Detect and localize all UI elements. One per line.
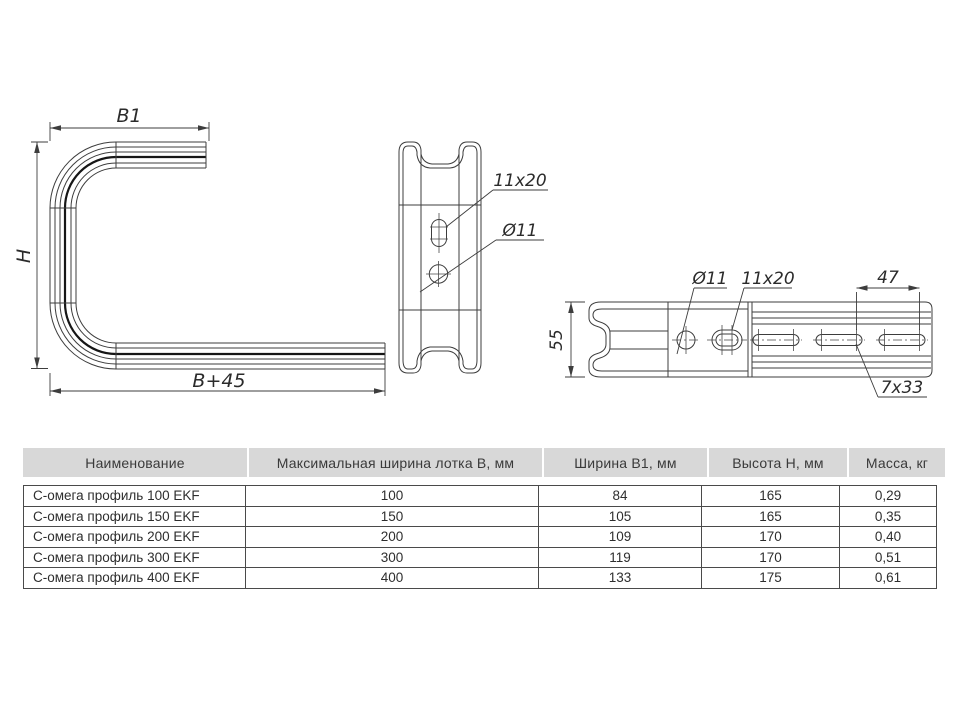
- table-row: [24, 527, 936, 548]
- c-profile-outline: [50, 142, 385, 369]
- table-header-row: [23, 448, 937, 477]
- dim-label-55: 55: [547, 329, 567, 351]
- front-hole-label: Ø11: [502, 221, 538, 241]
- cell-b1: 133: [539, 568, 702, 588]
- profile-front-view: [399, 142, 548, 373]
- plan-view-outline: [589, 302, 932, 377]
- callout-plan-hole: [677, 269, 728, 354]
- dimension-b1: [50, 105, 209, 141]
- dim-label-h: H: [13, 248, 35, 264]
- cell-b1: 109: [539, 527, 702, 547]
- cell-h: 165: [702, 486, 840, 506]
- cell-name: С-омега профиль 100 EKF: [24, 486, 246, 506]
- callout-plan-slot: [732, 269, 795, 330]
- table-row: [24, 486, 936, 507]
- callout-long-slot: [856, 344, 927, 398]
- front-view-outline: [399, 142, 481, 373]
- cell-name: С-омега профиль 150 EKF: [24, 507, 246, 527]
- cell-b: 150: [246, 507, 539, 527]
- table-body: [23, 485, 937, 589]
- dim-label-b1: B1: [116, 105, 142, 127]
- long-slot-label: 7x33: [880, 378, 924, 398]
- cell-name: С-омега профиль 300 EKF: [24, 548, 246, 568]
- plan-slot-label: 11x20: [741, 269, 795, 289]
- col-header-b1: Ширина B1, мм: [544, 448, 707, 477]
- dimension-47: [857, 268, 920, 330]
- plan-hole-label: Ø11: [692, 269, 728, 289]
- table-row: [24, 507, 936, 528]
- cell-mass: 0,51: [874, 549, 902, 565]
- c-profile-side-view: [13, 105, 385, 396]
- cell-b: 100: [246, 486, 539, 506]
- table-row: [24, 568, 936, 588]
- cell-b1: 119: [539, 548, 702, 568]
- cell-h: 170: [702, 527, 840, 547]
- dim-label-b45: B+45: [192, 370, 246, 392]
- col-header-b: Максимальная ширина лотка B, мм: [249, 448, 542, 477]
- cell-h: 165: [702, 507, 840, 527]
- cell-b1: 84: [539, 486, 702, 506]
- cell-name: С-омега профиль 200 EKF: [24, 527, 246, 547]
- cell-b: 300: [246, 548, 539, 568]
- cell-mass: 0,40: [874, 529, 902, 545]
- profile-plan-view: [547, 268, 932, 398]
- cell-b1: 105: [539, 507, 702, 527]
- dimension-55: [547, 302, 585, 377]
- col-header-mass: Масса, кг: [849, 448, 945, 477]
- cell-name: С-омега профиль 400 EKF: [24, 568, 246, 588]
- table-row: [24, 548, 936, 569]
- cell-mass: 0,29: [874, 488, 902, 504]
- col-header-name: Наименование: [23, 448, 247, 477]
- cell-h: 170: [702, 548, 840, 568]
- cell-mass: 0,35: [874, 508, 902, 524]
- callout-front-slot: [446, 171, 548, 227]
- dimension-h: [13, 142, 48, 369]
- cell-b: 400: [246, 568, 539, 588]
- cell-b: 200: [246, 527, 539, 547]
- col-header-h: Высота H, мм: [709, 448, 847, 477]
- cell-h: 175: [702, 568, 840, 588]
- front-slot-label: 11x20: [493, 171, 547, 191]
- dim-label-47: 47: [877, 268, 899, 288]
- cell-mass: 0,61: [874, 570, 902, 586]
- spec-table: [23, 448, 937, 589]
